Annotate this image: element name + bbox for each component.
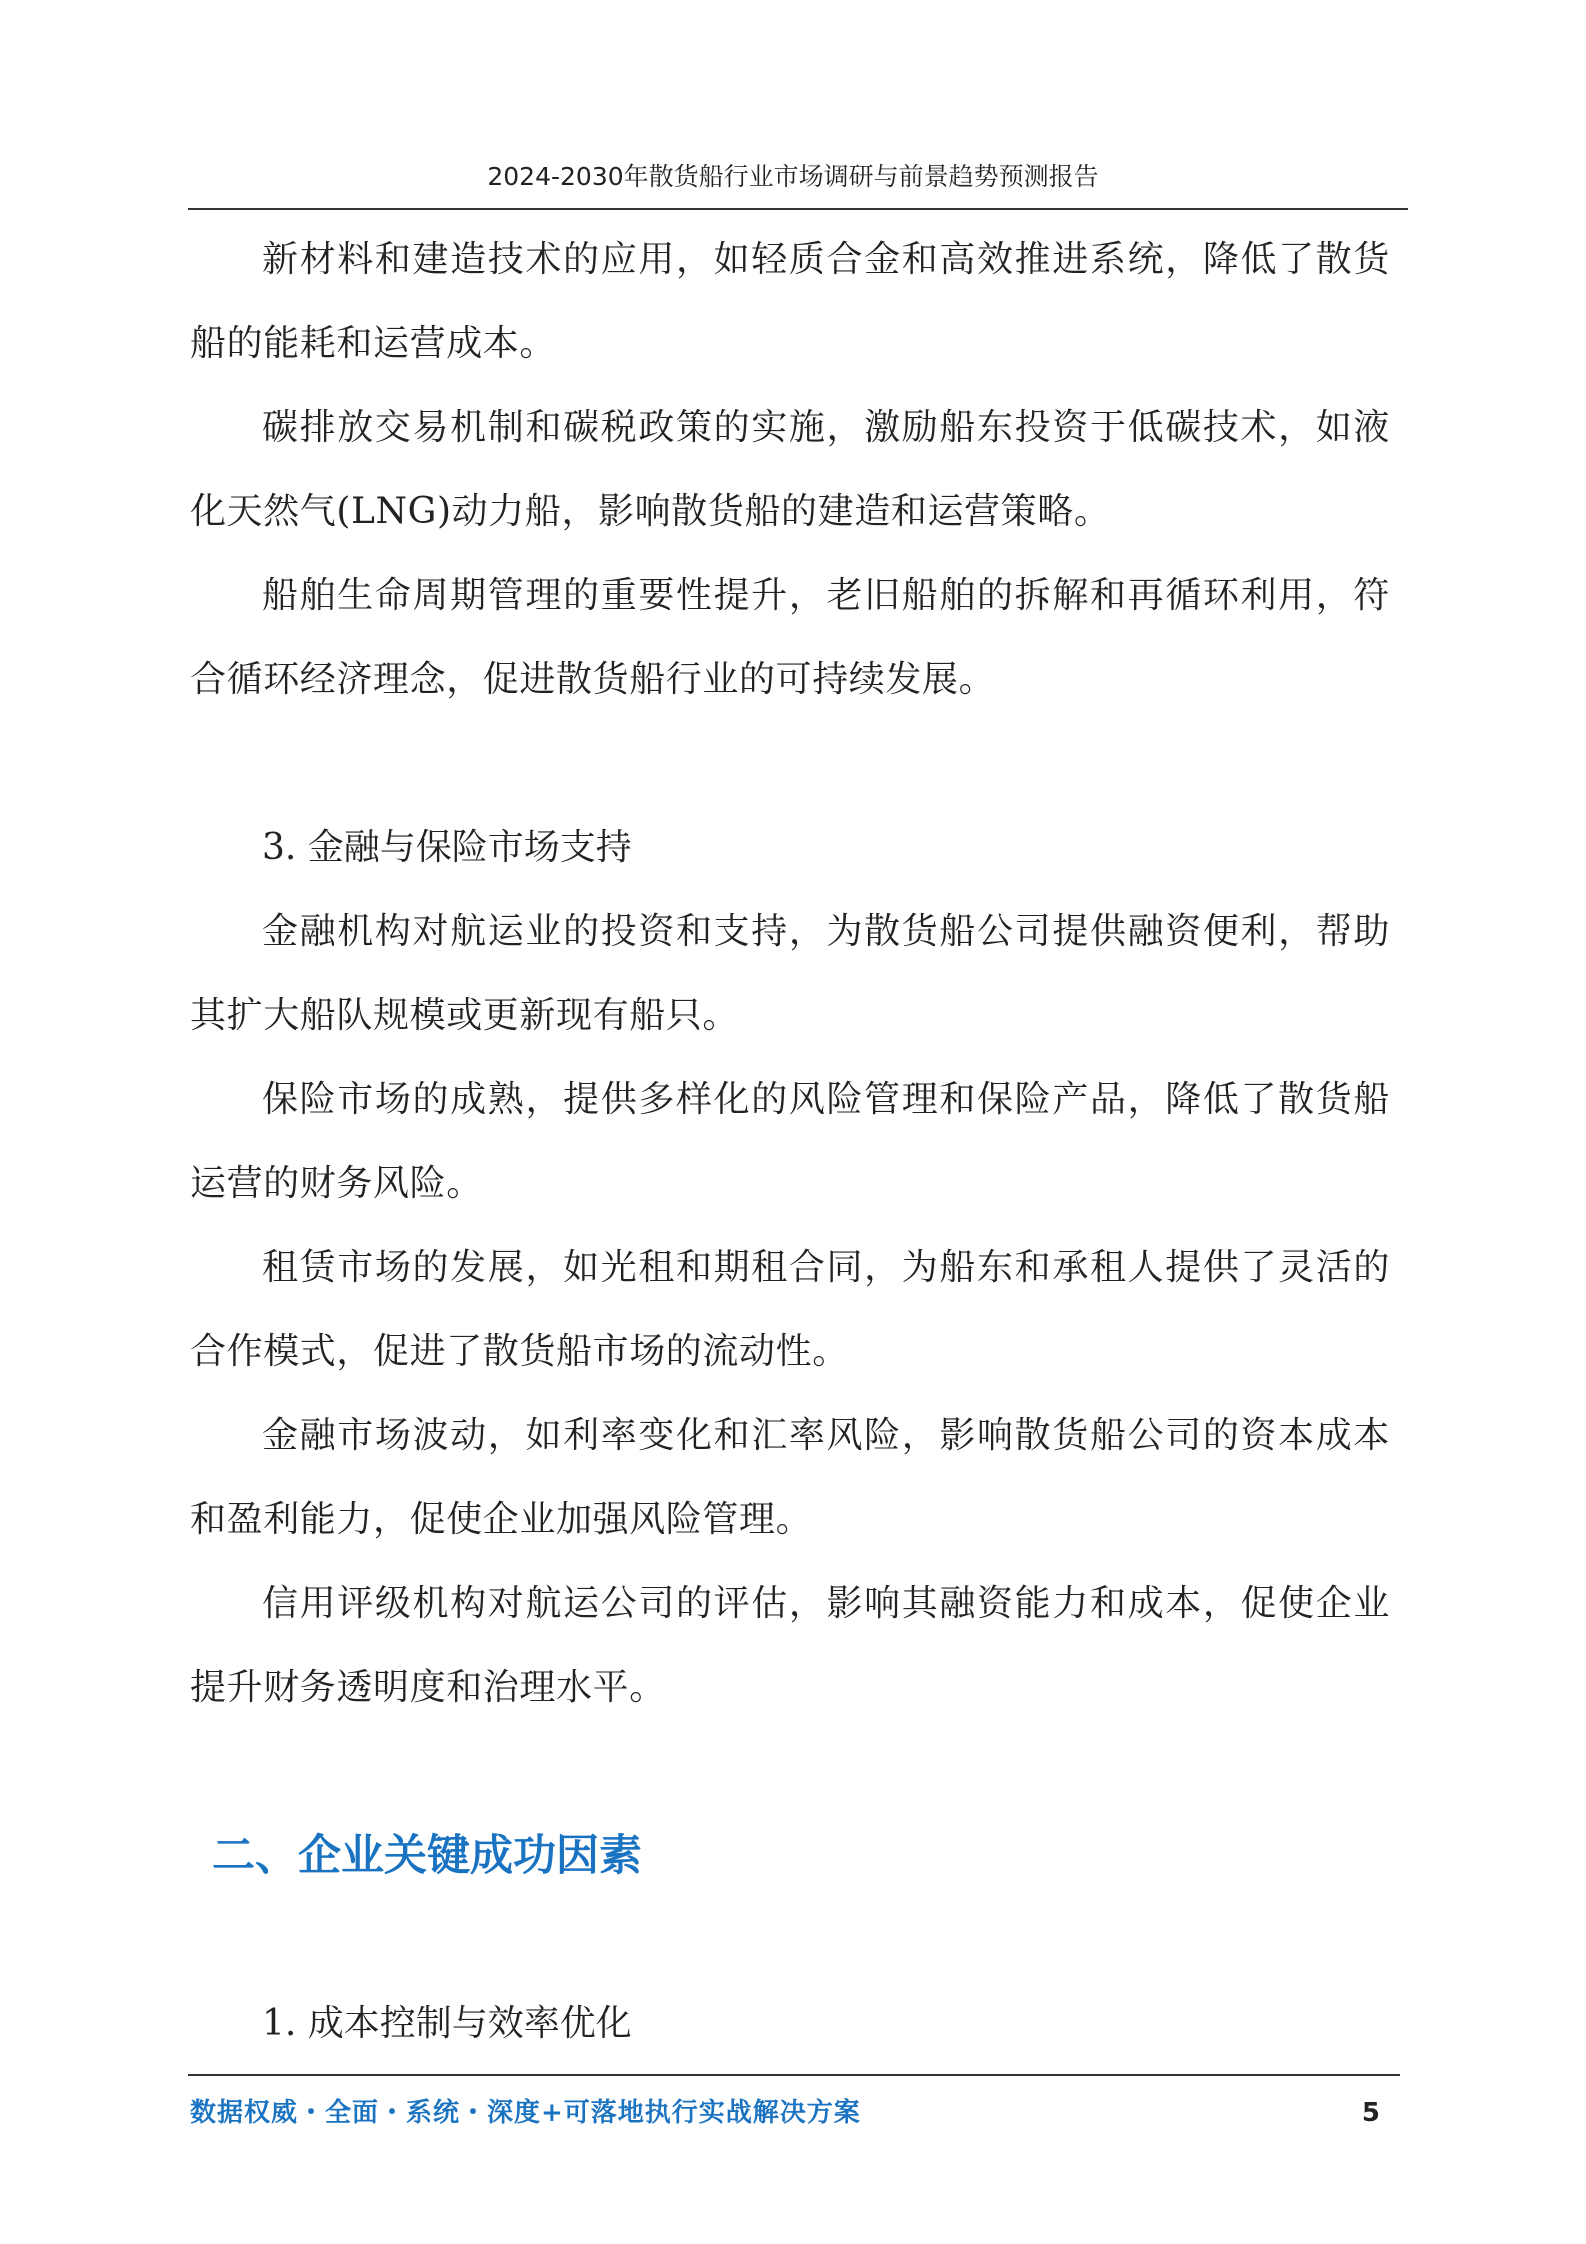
body-paragraph: 金融机构对航运业的投资和支持，为散货船公司提供融资便利，帮助其扩大船队规模或更新现有船只。 — [190, 911, 1390, 1036]
spacer — [190, 1730, 1390, 1814]
footer-tagline: 数据权威・全面・系统・深度+可落地执行实战解决方案 — [190, 2098, 861, 2128]
page-content — [190, 218, 1390, 2066]
body-paragraph: 信用评级机构对航运公司的评估，影响其融资能力和成本，促使企业提升财务透明度和治理水平。 — [190, 1583, 1390, 1708]
body-paragraph: 新材料和建造技术的应用，如轻质合金和高效推进系统，降低了散货船的能耗和运营成本。 — [190, 239, 1390, 364]
section-heading: 二、企业关键成功因素 — [212, 1831, 642, 1881]
body-paragraph: 租赁市场的发展，如光租和期租合同，为船东和承租人提供了灵活的合作模式，促进了散货船市场的流动性。 — [190, 1247, 1390, 1372]
spacer — [190, 722, 1390, 806]
body-paragraph: 金融市场波动，如利率变化和汇率风险，影响散货船公司的资本成本和盈利能力，促使企业加强风险管理。 — [190, 1415, 1390, 1540]
body-paragraph: 碳排放交易机制和碳税政策的实施，激励船东投资于低碳技术，如液化天然气(LNG)动力船，影响散货船的建造和运营策略。 — [190, 407, 1390, 532]
footer-divider — [188, 2074, 1400, 2076]
header-divider — [188, 208, 1408, 210]
subsection-heading-1: 1. 成本控制与效率优化 — [262, 2003, 632, 2044]
spacer — [190, 1898, 1390, 1982]
page-number: 5 — [1361, 2098, 1380, 2128]
subsection-heading-3: 3. 金融与保险市场支持 — [262, 827, 632, 868]
report-title: 2024-2030年散货船行业市场调研与前景趋势预测报告 — [487, 162, 1099, 191]
body-paragraph: 保险市场的成熟，提供多样化的风险管理和保险产品，降低了散货船运营的财务风险。 — [190, 1079, 1390, 1204]
body-paragraph: 船舶生命周期管理的重要性提升，老旧船舶的拆解和再循环利用，符合循环经济理念，促进散货船行业的可持续发展。 — [190, 575, 1390, 700]
